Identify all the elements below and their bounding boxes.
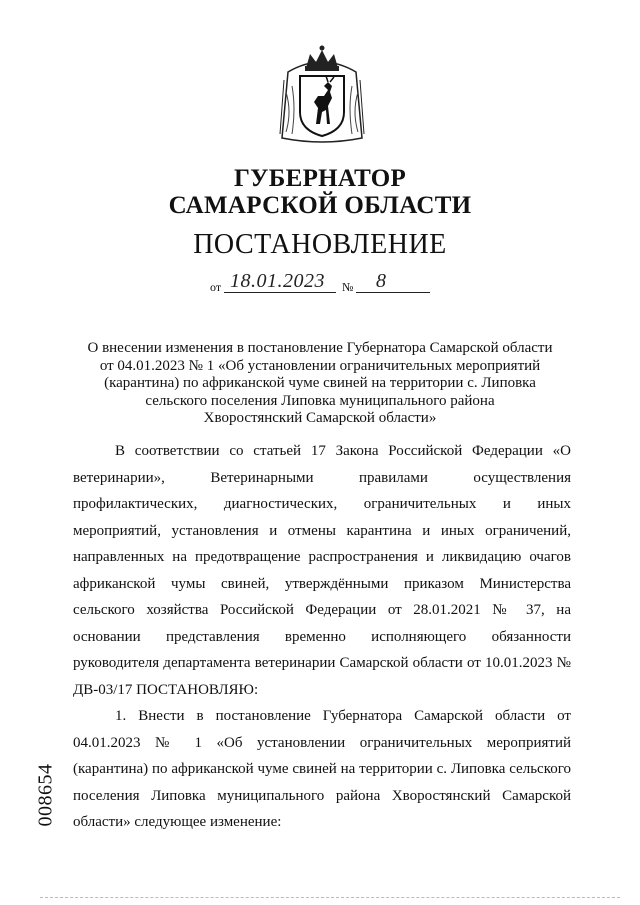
document-type: ПОСТАНОВЛЕНИЕ <box>193 229 447 260</box>
subject-line: (карантина) по африканской чуме свиней на территории с. Липовка <box>104 375 536 391</box>
org-title-line2: САМАРСКОЙ ОБЛАСТИ <box>168 192 472 219</box>
date-value: 18.01.2023 <box>230 270 325 292</box>
date-number-line <box>210 272 450 296</box>
date-label: от <box>210 280 222 294</box>
body-paragraph: В соответствии со статьей 17 Закона Российской Федерации «О ветеринарии», Ветеринарными правилами осуществления профилактических, диагностических, ограничительных и иных мероприятий, установления и отмены карантина и иных ограничений, направленных на предотвращение распространения и ликвидацию очагов африканской чумы свиней, утверждёнными приказом Министерства сельского хозяйства Российской Федерации от 28.01.2021 № 37, на основании представления временно исполняющего обязанности руководителя департамента ветеринарии Самарской области от 10.01.2023 № ДВ-03/17 ПОСТАНОВЛЯЮ: <box>73 443 571 698</box>
number-underline <box>356 292 430 293</box>
serial-number: 008654 <box>34 763 57 827</box>
page-edge-divider <box>40 897 620 898</box>
number-label: № <box>342 280 354 294</box>
subject-line: О внесении изменения в постановление Губернатора Самарской области <box>87 340 553 356</box>
body-paragraph: 1. Внести в постановление Губернатора Самарской области от 04.01.2023 № 1 «Об установлении ограничительных мероприятий (карантина) по африканской чуме свиней на территории с. Липовка сельского поселения Липовка муниципального района Хворостянский Самарской области» следующее изменение: <box>73 708 571 830</box>
serial-number-stamp <box>28 762 64 828</box>
date-underline <box>224 292 336 293</box>
subject-line: от 04.01.2023 № 1 «Об установлении ограничительных мероприятий <box>99 357 541 374</box>
document-body <box>73 438 571 836</box>
document-subject <box>60 340 580 428</box>
number-value: 8 <box>376 270 387 292</box>
samara-coat-of-arms-icon <box>278 42 366 146</box>
org-title-line1: ГУБЕРНАТОР <box>233 165 407 192</box>
subject-line: Хворостянский Самарской области» <box>203 410 437 426</box>
subject-line: сельского поселения Липовка муниципального района <box>145 392 495 409</box>
